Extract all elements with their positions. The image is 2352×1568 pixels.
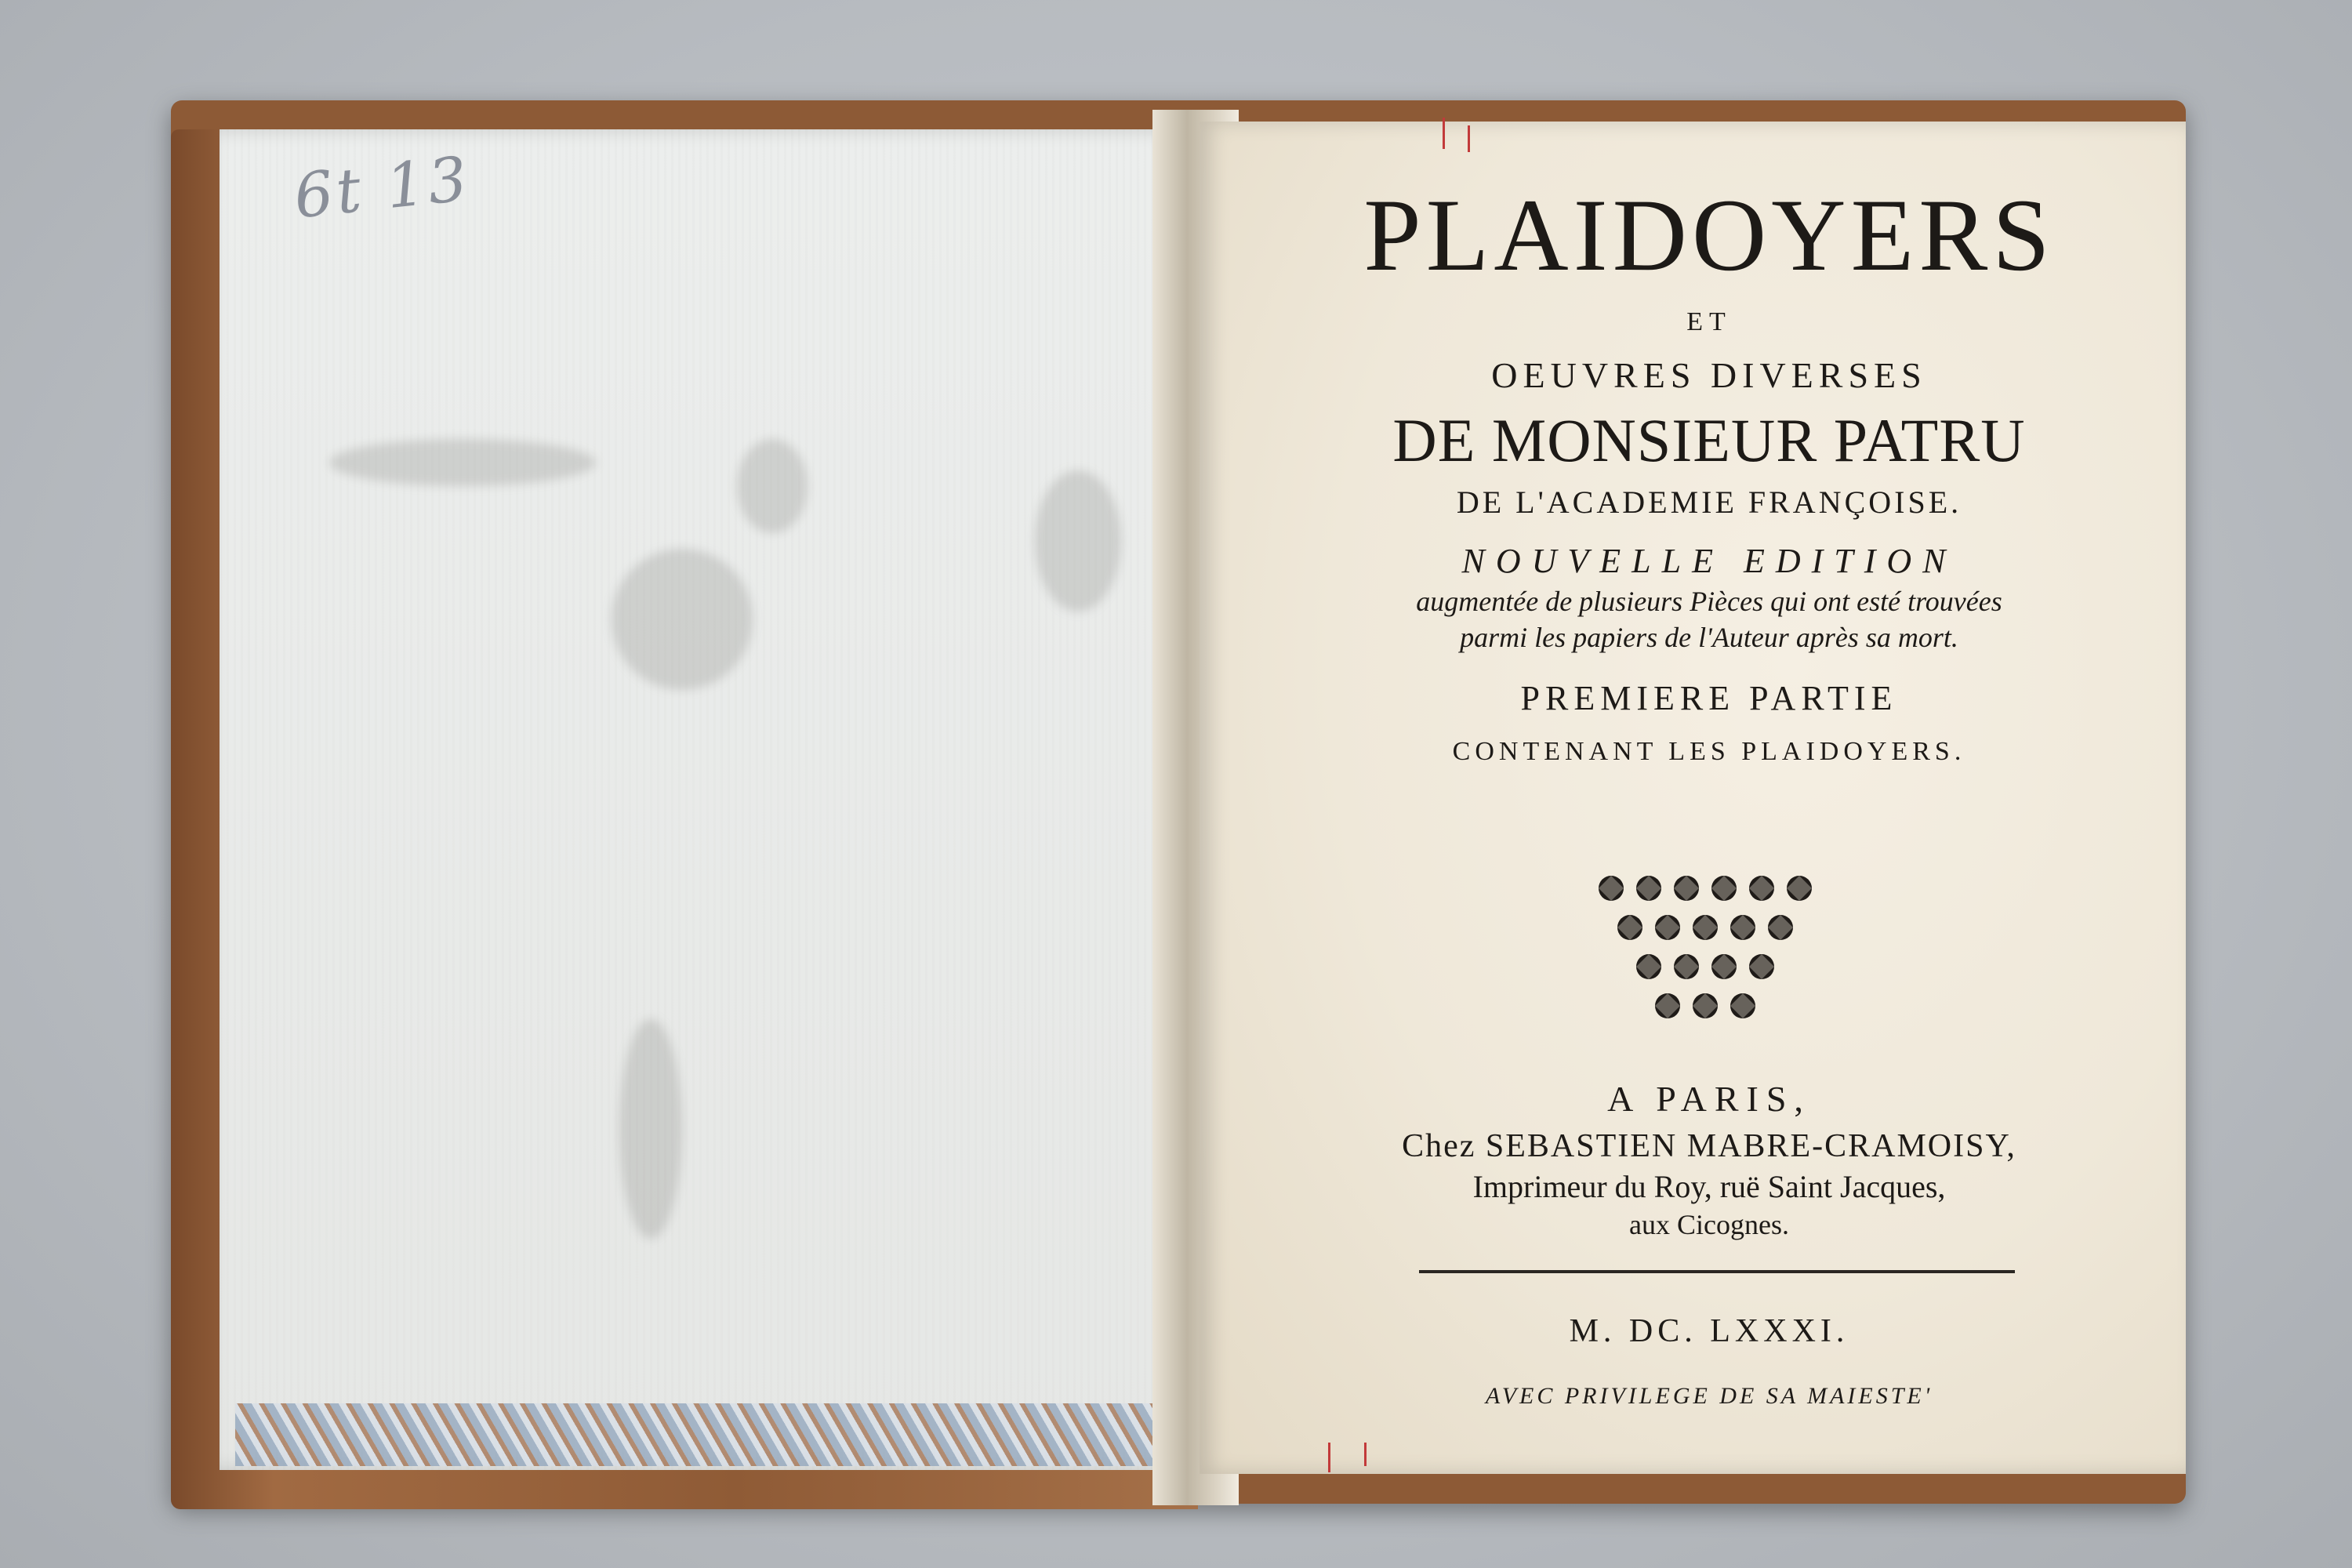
publisher-line-1: Chez SEBASTIEN MABRE-CRAMOISY, <box>1402 1128 2016 1164</box>
part-heading: PREMIERE PARTIE <box>1520 679 1898 717</box>
red-pencil-mark <box>1328 1443 1330 1472</box>
part-contents: CONTENANT LES PLAIDOYERS. <box>1452 737 1966 766</box>
stain <box>329 439 596 486</box>
red-pencil-mark <box>1468 125 1470 152</box>
red-pencil-mark <box>1364 1443 1367 1466</box>
publication-year: M. DC. LXXXI. <box>1569 1313 1849 1349</box>
author-line: DE MONSIEUR PATRU <box>1392 406 2026 474</box>
edition-heading: NOUVELLE EDITION <box>1461 542 1957 580</box>
conjunction-et: ET <box>1686 307 1732 336</box>
handwritten-shelfmark: 6t 13 <box>290 143 474 233</box>
author-affiliation: DE L'ACADEMIE FRANÇOISE. <box>1456 485 1962 520</box>
imprint-rule <box>1419 1270 2015 1273</box>
book-title: PLAIDOYERS <box>1363 177 2055 292</box>
marbled-edge <box>235 1403 1160 1466</box>
printers-ornament-icon <box>1588 870 1831 1035</box>
subtitle: OEUVRES DIVERSES <box>1491 355 1927 395</box>
edition-note-line1: augmentée de plusieurs Pièces qui ont esté trouvées <box>1416 586 2002 617</box>
edition-note-line2: parmi les papiers de l'Auteur après sa mort. <box>1460 622 1958 653</box>
publisher-line-2: Imprimeur du Roy, ruë Saint Jacques, <box>1472 1169 1946 1204</box>
date-block <box>1317 1279 2101 1433</box>
stain <box>1035 470 1121 612</box>
imprint-city: A PARIS, <box>1607 1079 1811 1119</box>
stain <box>619 1019 682 1239</box>
royal-privilege: AVEC PRIVILEGE DE SA MAIESTE' <box>1485 1383 1933 1409</box>
publisher-line-3: aux Cicognes. <box>1629 1209 1789 1240</box>
title-block <box>1317 177 2101 767</box>
imprint-block <box>1317 1078 2101 1241</box>
stain <box>737 439 808 533</box>
red-pencil-mark <box>1443 118 1445 149</box>
front-pastedown-page <box>220 129 1178 1470</box>
stain <box>612 549 753 690</box>
